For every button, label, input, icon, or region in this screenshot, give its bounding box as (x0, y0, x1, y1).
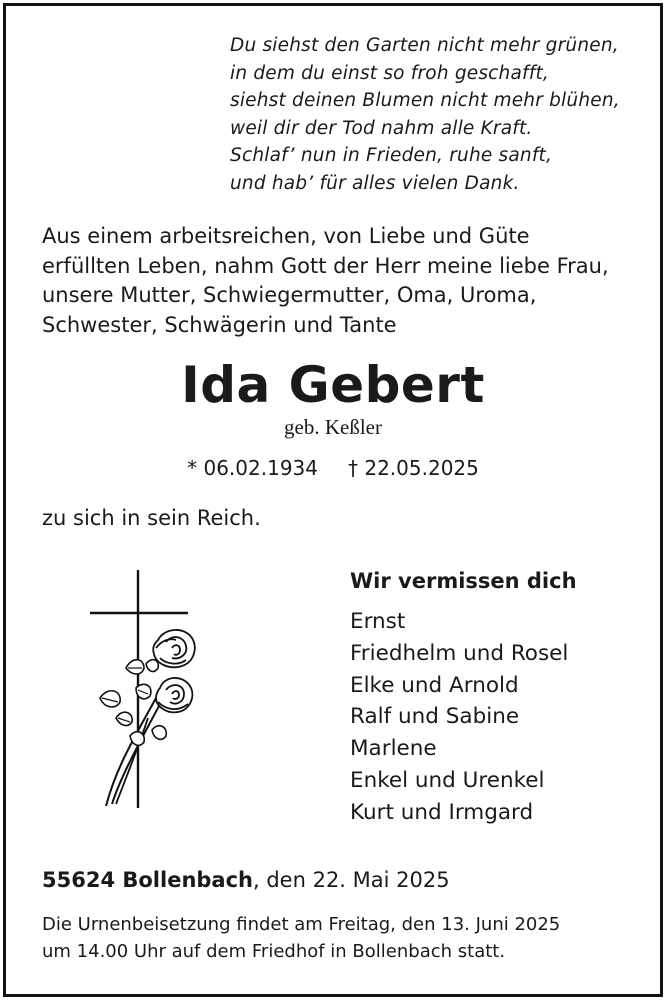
poem-line: Du siehst den Garten nicht mehr grünen, (230, 35, 619, 56)
funeral-info (42, 911, 652, 965)
mourner-name: Marlene (350, 736, 437, 762)
postal-city: 55624 Bollenbach (42, 868, 253, 892)
poem (230, 32, 640, 197)
life-dates (0, 454, 666, 482)
mourner-name: Elke und Arnold (350, 672, 519, 698)
poem-line: siehst deinen Blumen nicht mehr blühen, (230, 90, 620, 111)
mourners-list (350, 606, 650, 829)
birth-date: * 06.02.1934 (187, 456, 318, 480)
notice-date: , den 22. Mai 2025 (253, 868, 450, 892)
closing-line: zu sich in sein Reich. (42, 506, 261, 530)
maiden-name: geb. Keßler (284, 415, 382, 439)
intro-line: unsere Mutter, Schwiegermutter, Oma, Uroma, (42, 283, 537, 307)
funeral-line: um 14.00 Uhr auf dem Friedhof in Bollenbach statt. (42, 941, 506, 962)
intro-line: Aus einem arbeitsreichen, von Liebe und Güte (42, 224, 530, 248)
mourners-block (350, 566, 650, 829)
poem-line: weil dir der Tod nahm alle Kraft. (230, 117, 533, 139)
place-and-date (42, 866, 450, 894)
intro-line: Schwester, Schwägerin und Tante (42, 312, 397, 337)
intro-line: erfüllten Leben, nahm Gott der Herr meine liebe Frau, (42, 253, 609, 278)
mourner-name: Enkel und Urenkel (350, 767, 545, 793)
deceased-name: Ida Gebert (181, 356, 485, 414)
mourner-name: Ernst (350, 609, 406, 634)
poem-line: in dem du einst so froh geschafft, (230, 62, 549, 84)
mourner-name: Kurt und Irmgard (350, 799, 534, 825)
mourner-name: Friedhelm und Rosel (350, 640, 569, 666)
intro-text (42, 222, 642, 340)
cross-with-roses-icon (86, 568, 216, 818)
poem-line: Schlaf’ nun in Frieden, ruhe sanft, (230, 145, 553, 166)
death-date: † 22.05.2025 (348, 456, 479, 480)
mourners-heading: Wir vermissen dich (350, 569, 577, 593)
poem-line: und hab’ für alles vielen Dank. (230, 172, 520, 194)
mourner-name: Ralf und Sabine (350, 704, 520, 730)
funeral-line: Die Urnenbeisetzung findet am Freitag, den 13. Juni 2025 (42, 914, 561, 935)
